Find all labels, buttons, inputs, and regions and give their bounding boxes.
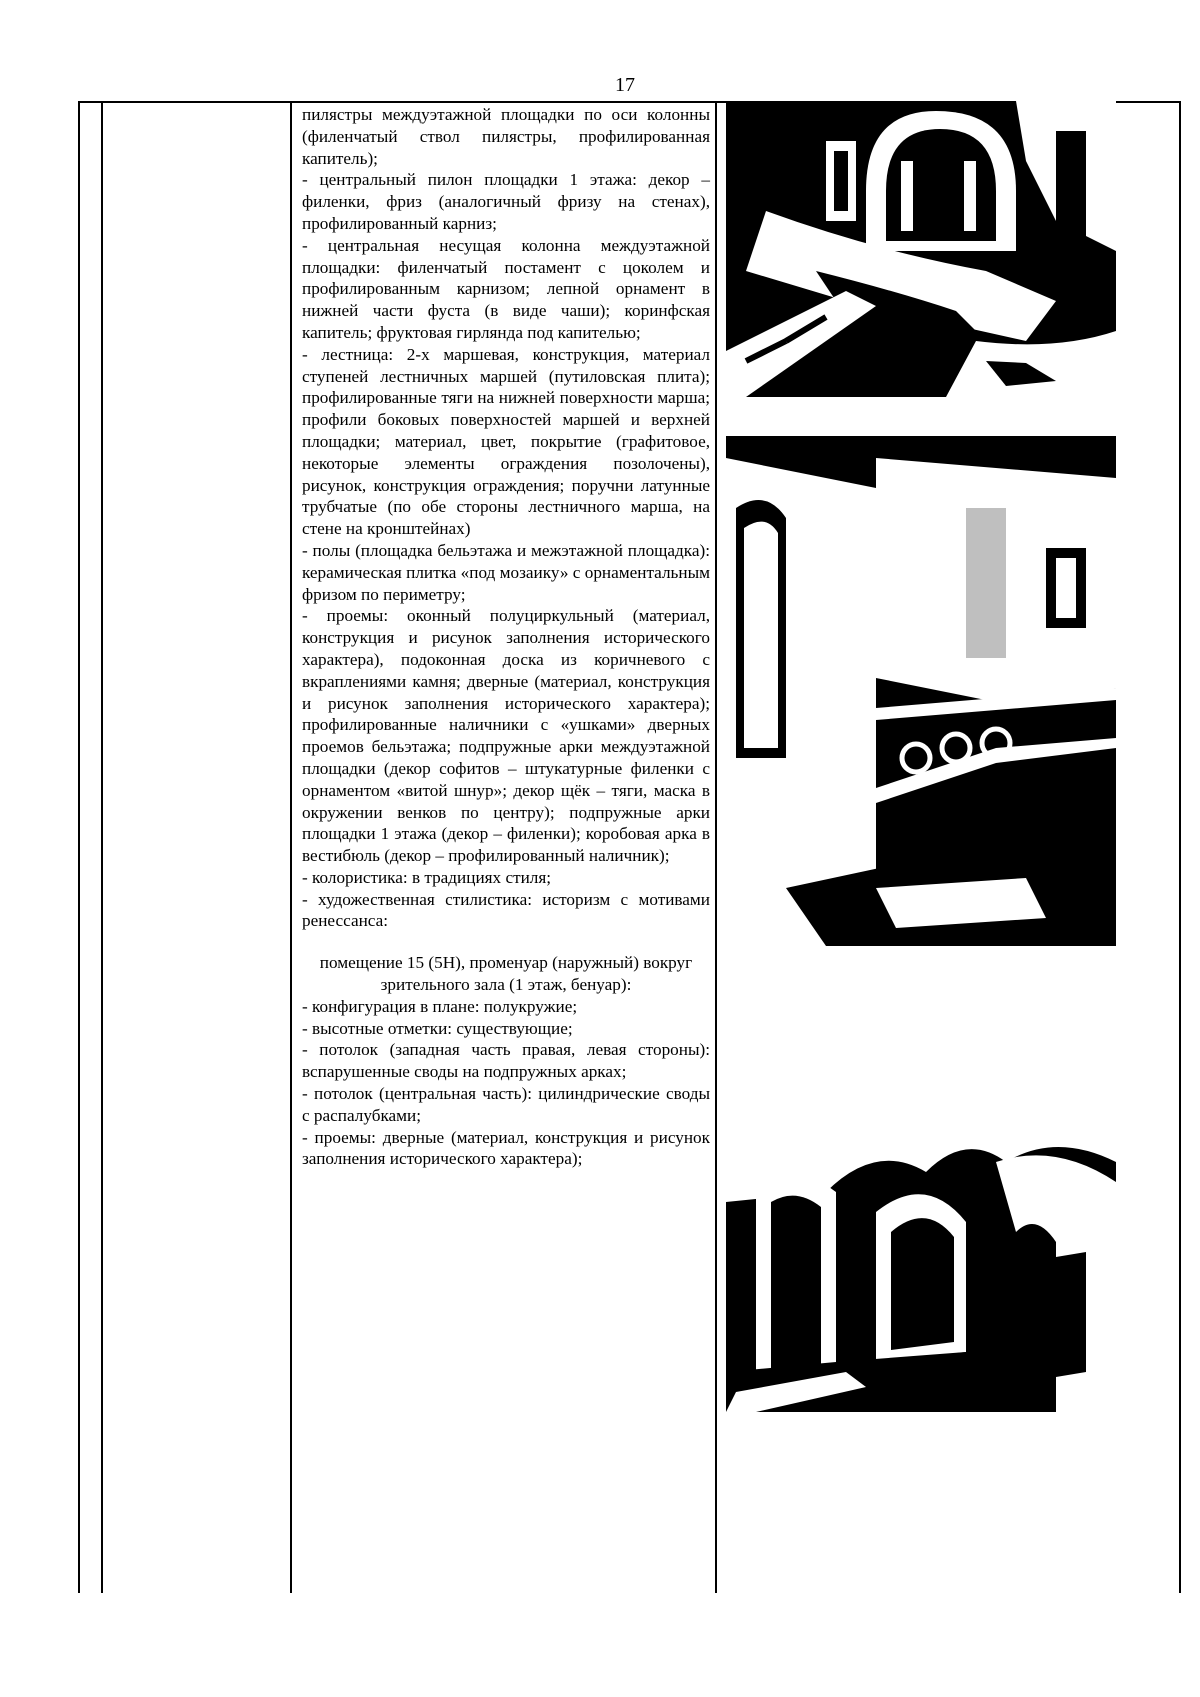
column-balustrade-photo — [726, 418, 1116, 946]
table-right-border — [1179, 101, 1181, 1593]
text-block: - колористика: в традициях стиля; — [302, 867, 552, 887]
text-block: пилястры междуэтажной площадки по оси колонны (филенчатый ствол пилястры, профилированная капитель); — [302, 105, 710, 168]
text-block: - лестница: 2-х маршевая, конструкция, материал ступеней лестничных маршей (путиловская плита); профилированные тяги на нижней поверхности марша; профили боковых поверхностей маршей и верхней площадки; материал, цвет, покрытие (графитовое, некоторые элементы ограждения позолочены), рисунок, конструкция ограждения; поручни латунные трубчатые (по обе стороны лестничного марша, на стене на кронштейнах) — [302, 344, 710, 539]
staircase-window-photo — [726, 101, 1116, 397]
page-number: 17 — [615, 74, 635, 96]
text-block: - центральный пилон площадки 1 этажа: декор – филенки, фриз (аналогичный фризу на стенах), профилированный карниз; — [302, 170, 710, 233]
text-block: - высотные отметки: существующие; — [302, 1018, 573, 1038]
text-block: - полы (площадка бельэтажа и межэтажной площадка): керамическая плитка «под мозаику» с орнаментальным фризом по периметру; — [302, 540, 710, 604]
room-heading: помещение 15 (5Н), променуар (наружный) вокруг зрительного зала (1 этаж, бенуар): — [319, 953, 693, 995]
text-block: - центральная несущая колонна междуэтажной площадки: филенчатый постамент с цоколем и профилированным карнизом; лепной орнамент в нижней части фуста (в виде чаши); коринфская капитель; фруктовая гирлянда под капителью; — [302, 235, 710, 342]
text-block: - художественная стилистика: историзм с мотивами ренессанса: — [302, 889, 710, 931]
text-block: - конфигурация в плане: полукружие; — [302, 996, 578, 1016]
description-column — [302, 104, 710, 1170]
text-block: - проемы: оконный полуциркульный (материал, конструкция и рисунок заполнения исторического характера), подоконная доска из коричневого с вкраплениями камня; дверные (материал, конструкция и рисунок заполнения исторического характера); профилированные наличники с «ушками» дверных проемов бельэтажа; подпружные арки междуэтажной площадки (декор софитов – штукатурные филенки с орнаментом «витой шнур»; декор щёк – тяги, маска в окружении венков по центру); подпружные арки площадки 1 этажа (декор – филенки); коробовая арка в вестибюль (декор – профилированный наличник); — [302, 606, 710, 866]
table-left-border — [78, 101, 80, 1593]
text-block: - проемы: дверные (материал, конструкция и рисунок заполнения исторического характера); — [302, 1127, 710, 1169]
column-divider-3 — [715, 101, 717, 1593]
column-divider-2 — [290, 101, 292, 1593]
text-block: - потолок (центральная часть): цилиндрические своды с распалубками; — [302, 1084, 710, 1125]
column-divider-1 — [101, 101, 103, 1593]
corridor-arches-photo — [726, 1122, 1116, 1412]
text-block: - потолок (западная часть правая, левая стороны): вспарушенные своды на подпружных арках; — [302, 1040, 710, 1082]
